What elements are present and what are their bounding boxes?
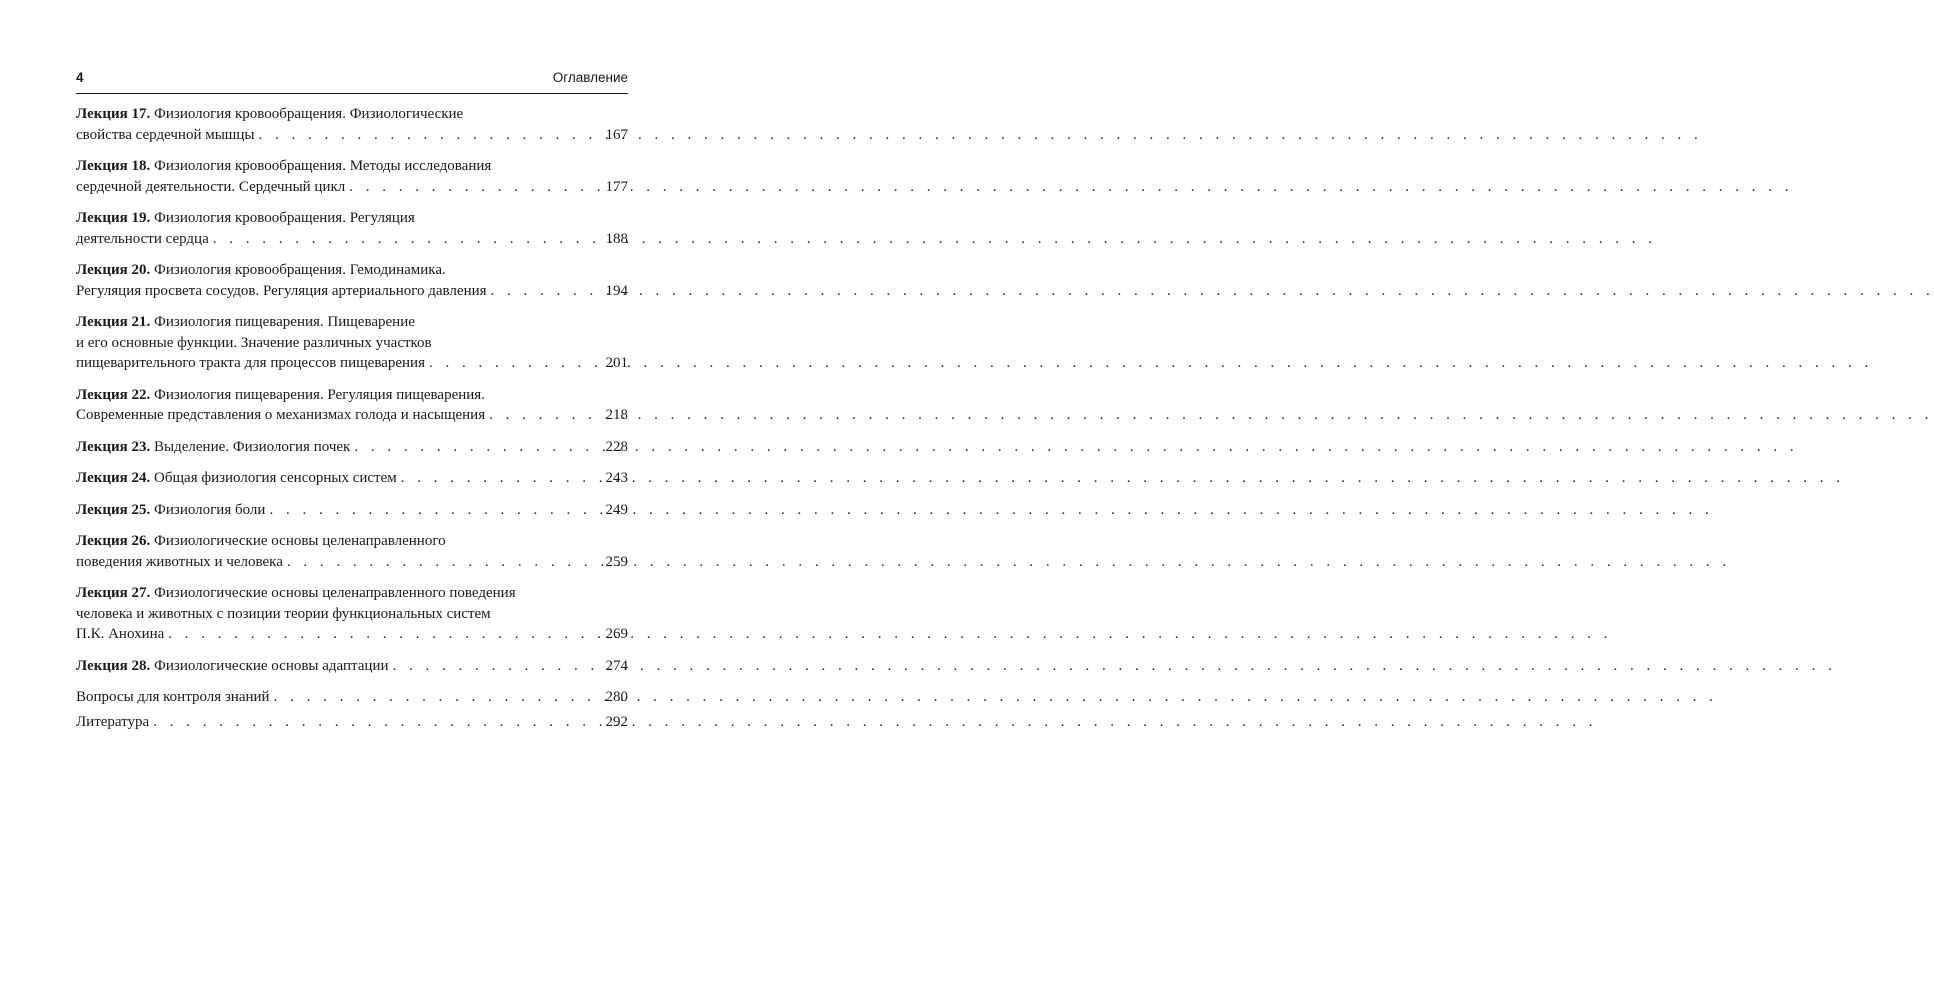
lecture-label: Лекция 25 <box>76 501 147 518</box>
lecture-label: Лекция 28 <box>76 657 147 674</box>
toc-entry-title-text: деятельности сердца <box>76 230 209 247</box>
toc-page-number: 259 <box>605 553 628 570</box>
toc-page-number: 188 <box>605 230 628 247</box>
lecture-label: Лекция 23 <box>76 438 147 455</box>
toc-entry-line <box>76 104 628 125</box>
toc-entry <box>76 583 628 645</box>
toc-entry-last-line <box>76 687 628 708</box>
toc-entry <box>76 260 628 301</box>
toc-page-number: 274 <box>605 657 628 674</box>
toc-entry-last-line <box>76 177 628 198</box>
toc-entry <box>76 712 628 733</box>
toc-entry-last-line <box>76 405 628 426</box>
toc-entry-title: человека и животных с позиции теории функциональных систем <box>76 605 491 622</box>
toc-entry-title: Физиология кровообращения. Гемодинамика. <box>154 262 446 278</box>
toc-entry-title-text: Вопросы для контроля знаний <box>76 689 270 705</box>
toc-entry-title: Физиология кровообращения. Регуляция <box>154 210 415 226</box>
lecture-label-separator: . <box>146 501 151 518</box>
header-rule <box>76 93 628 94</box>
toc-entry-line <box>76 156 628 177</box>
lecture-label-separator: . <box>146 158 151 174</box>
toc-entry-title-text: Физиологические основы адаптации <box>154 657 389 674</box>
lecture-label-separator: . <box>146 106 151 122</box>
toc-entry-title-text: Физиология боли <box>154 501 266 518</box>
toc-page-number: 177 <box>605 178 628 195</box>
toc-entry-line <box>76 531 628 552</box>
toc-entry-title <box>76 281 487 302</box>
lecture-label-separator: . <box>146 657 151 674</box>
dot-leader <box>491 281 600 302</box>
toc-entry-title <box>76 500 265 521</box>
toc-entry-title <box>76 437 350 458</box>
dot-leader <box>429 353 600 374</box>
toc-page-number: 249 <box>605 501 628 518</box>
toc-entry-line <box>76 385 628 406</box>
lecture-label: Лекция 26 <box>76 533 147 549</box>
lecture-label-separator: . <box>146 262 151 278</box>
toc-page-number: 280 <box>605 689 628 705</box>
toc-entry-last-line <box>76 125 628 146</box>
dot-leader <box>489 405 599 426</box>
toc-entry <box>76 437 628 458</box>
toc-entry-title <box>76 177 345 198</box>
toc-entry-title: Физиология кровообращения. Физиологические <box>154 106 464 122</box>
toc-entry-title: и его основные функции. Значение различных участков <box>76 334 432 351</box>
toc-entry-last-line <box>76 500 628 521</box>
dot-leader <box>168 624 599 645</box>
toc-entry-title-text: Общая физиология сенсорных систем <box>154 470 397 486</box>
toc-page-number: 269 <box>605 626 628 642</box>
lecture-label: Лекция 19 <box>76 210 147 226</box>
lecture-label-separator: . <box>146 314 151 330</box>
toc-page-number: 292 <box>605 713 628 730</box>
lecture-label-separator: . <box>146 386 151 403</box>
lecture-label: Лекция 18 <box>76 158 147 174</box>
toc-entry-last-line <box>76 712 628 733</box>
dot-leader <box>274 687 600 708</box>
dot-leader <box>401 468 600 489</box>
section-title: Оглавление <box>552 70 628 85</box>
toc-entry-line <box>76 604 628 625</box>
toc-entry-title-text: пищеварительного тракта для процессов пищеварения <box>76 355 425 371</box>
toc-entry-title: Физиологические основы целенаправленного поведения <box>154 585 516 601</box>
toc-entry-title-text: поведения животных и человека <box>76 553 283 570</box>
lecture-label: Лекция 17 <box>76 106 147 122</box>
toc-entry <box>76 385 628 426</box>
lecture-label: Лекция 20 <box>76 262 147 278</box>
lecture-label-separator: . <box>146 533 151 549</box>
toc-entry <box>76 531 628 572</box>
toc-page-number: 243 <box>605 470 628 486</box>
toc-entry-title <box>76 712 149 733</box>
toc-entry-title <box>76 405 485 426</box>
toc-entry-title: Физиология пищеварения. Пищеварение <box>154 314 415 330</box>
lecture-label: Лекция 22 <box>76 386 147 403</box>
dot-leader <box>269 500 599 521</box>
toc-page-number: 194 <box>605 282 628 299</box>
toc-entry-title: Физиология пищеварения. Регуляция пищеварения. <box>154 386 485 403</box>
toc-entry <box>76 312 628 374</box>
toc-entry-title-text: Современные представления о механизмах голода и насыщения <box>76 407 486 423</box>
book-page <box>0 0 700 989</box>
toc-entry-last-line <box>76 468 628 489</box>
toc-entry-title <box>76 687 270 708</box>
toc-entry <box>76 500 628 521</box>
toc-entry-title <box>76 656 389 677</box>
toc-entry-last-line <box>76 552 628 573</box>
dot-leader <box>258 125 599 146</box>
dot-leader <box>354 437 599 458</box>
toc-entry-line <box>76 583 628 604</box>
toc-entry <box>76 104 628 145</box>
toc-page-number: 218 <box>605 407 628 423</box>
toc-entry-title <box>76 229 209 250</box>
toc-entry-last-line <box>76 229 628 250</box>
lecture-label-separator: . <box>146 210 151 226</box>
toc-entry-title <box>76 552 283 573</box>
lecture-label-separator: . <box>146 585 151 601</box>
toc-entry-title <box>76 125 254 146</box>
toc-entry-last-line <box>76 281 628 302</box>
toc-entry <box>76 208 628 249</box>
lecture-label: Лекция 24 <box>76 470 147 486</box>
lecture-label: Лекция 27 <box>76 585 147 601</box>
lecture-label-separator: . <box>146 438 151 455</box>
toc-entry-title <box>76 624 164 645</box>
running-header <box>76 70 628 85</box>
toc-entry-last-line <box>76 624 628 645</box>
lecture-label: Лекция 21 <box>76 314 147 330</box>
table-of-contents <box>76 104 628 732</box>
toc-entry-title <box>76 468 397 489</box>
toc-entry-line <box>76 260 628 281</box>
dot-leader <box>287 552 600 573</box>
toc-entry <box>76 468 628 489</box>
toc-entry-last-line <box>76 353 628 374</box>
dot-leader <box>213 229 600 250</box>
toc-entry-title-text: П.К. Анохина <box>76 626 165 642</box>
toc-page-number: 201 <box>605 355 628 371</box>
toc-entry-title-text: Литература <box>76 713 150 730</box>
lecture-label-separator: . <box>146 470 151 486</box>
toc-entry-last-line <box>76 656 628 677</box>
toc-entry <box>76 687 628 708</box>
toc-entry-line <box>76 208 628 229</box>
dot-leader <box>393 656 600 677</box>
toc-entry-line <box>76 333 628 354</box>
toc-entry-title-text: свойства сердечной мышцы <box>76 126 255 143</box>
page-number: 4 <box>76 70 84 85</box>
toc-entry-last-line <box>76 437 628 458</box>
toc-page-number: 167 <box>605 126 628 143</box>
toc-entry-line <box>76 312 628 333</box>
toc-entry-title: Физиологические основы целенаправленного <box>154 533 446 549</box>
toc-entry <box>76 156 628 197</box>
toc-entry-title-text: сердечной деятельности. Сердечный цикл <box>76 178 346 195</box>
toc-entry-title-text: Выделение. Физиология почек <box>154 438 351 455</box>
toc-entry-title-text: Регуляция просвета сосудов. Регуляция артериального давления <box>76 282 487 299</box>
toc-page-number: 228 <box>605 438 628 455</box>
toc-entry-title <box>76 353 425 374</box>
dot-leader <box>153 712 599 733</box>
toc-entry-title: Физиология кровообращения. Методы исследования <box>154 158 492 174</box>
dot-leader <box>349 177 599 198</box>
toc-entry <box>76 656 628 677</box>
